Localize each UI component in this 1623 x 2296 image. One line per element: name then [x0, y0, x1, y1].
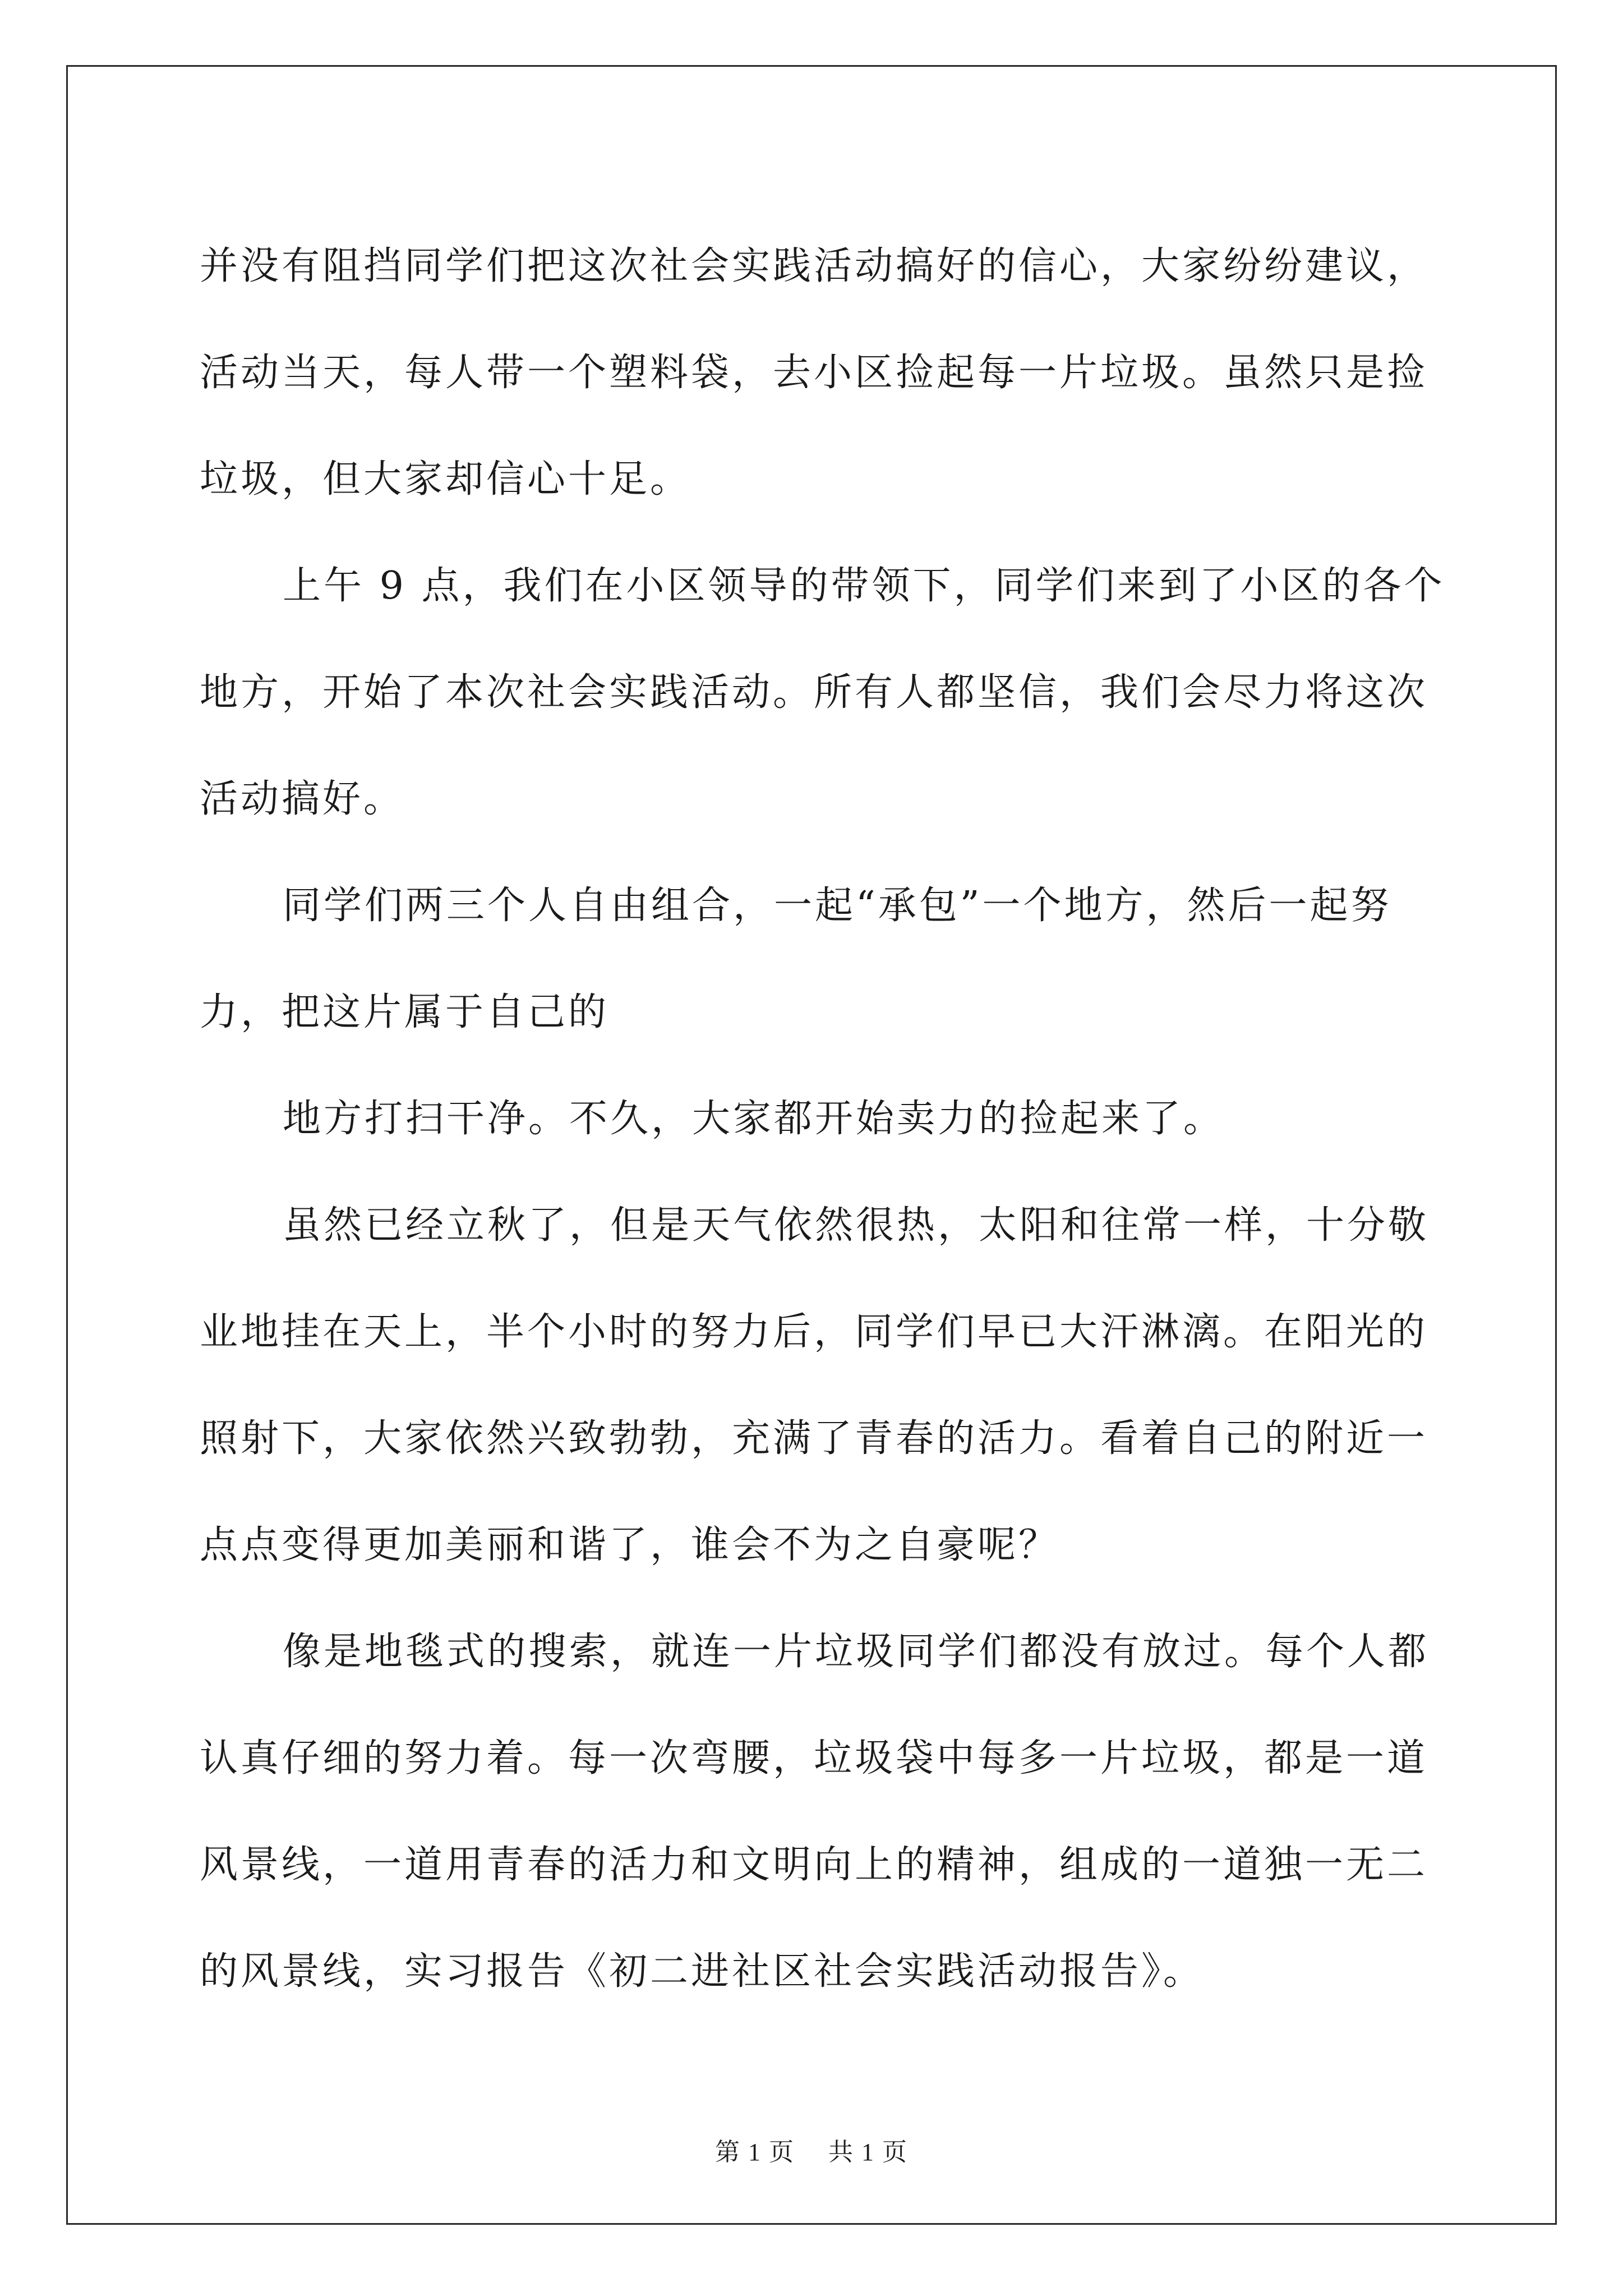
text-line: 并没有阻挡同学们把这次社会实践活动搞好的信心，大家纷纷建议，: [200, 244, 1428, 288]
text-line-indented: 虽然已经立秋了，但是天气依然很热，太阳和往常一样，十分敬: [283, 1203, 1430, 1248]
text-line-indented: 同学们两三个人自由组合，一起“承包”一个地方，然后一起努: [283, 884, 1392, 928]
text-line-indented: 地方打扫干净。不久，大家都开始卖力的捡起来了。: [283, 1097, 1225, 1141]
document-body: [200, 213, 1445, 2025]
text-line: 活动当天，每人带一个塑料袋，去小区捡起每一片垃圾。虽然只是捡: [200, 351, 1428, 395]
text-line: 认真仔细的努力着。每一次弯腰，垃圾袋中每多一片垃圾，都是一道: [200, 1736, 1428, 1780]
text-line: 点点变得更加美丽和谐了，谁会不为之自豪呢？: [200, 1523, 1060, 1567]
text-line: 活动搞好。: [200, 777, 405, 821]
text-line-indented: 像是地毯式的搜索，就连一片垃圾同学们都没有放过。每个人都: [283, 1630, 1430, 1674]
text-line-indented: 上午 9 点，我们在小区领导的带领下，同学们来到了小区的各个: [283, 564, 1445, 608]
text-line: 的风景线，实习报告《初二进社区社会实践活动报告》。: [200, 1949, 1205, 1994]
text-line: 垃圾，但大家却信心十足。: [200, 457, 691, 501]
page-number-total: 共 1 页: [828, 2138, 908, 2166]
page-number-current: 第 1 页: [715, 2138, 795, 2166]
page-footer: [0, 2132, 1623, 2168]
text-line: 照射下，大家依然兴致勃勃，充满了青春的活力。看着自己的附近一: [200, 1416, 1428, 1461]
text-line: 力，把这片属于自己的: [200, 990, 610, 1034]
text-line: 业地挂在天上，半个小时的努力后，同学们早已大汗淋漓。在阳光的: [200, 1310, 1428, 1354]
text-line: 地方，开始了本次社会实践活动。所有人都坚信，我们会尽力将这次: [200, 670, 1428, 715]
text-line: 风景线，一道用青春的活力和文明向上的精神，组成的一道独一无二: [200, 1843, 1428, 1887]
